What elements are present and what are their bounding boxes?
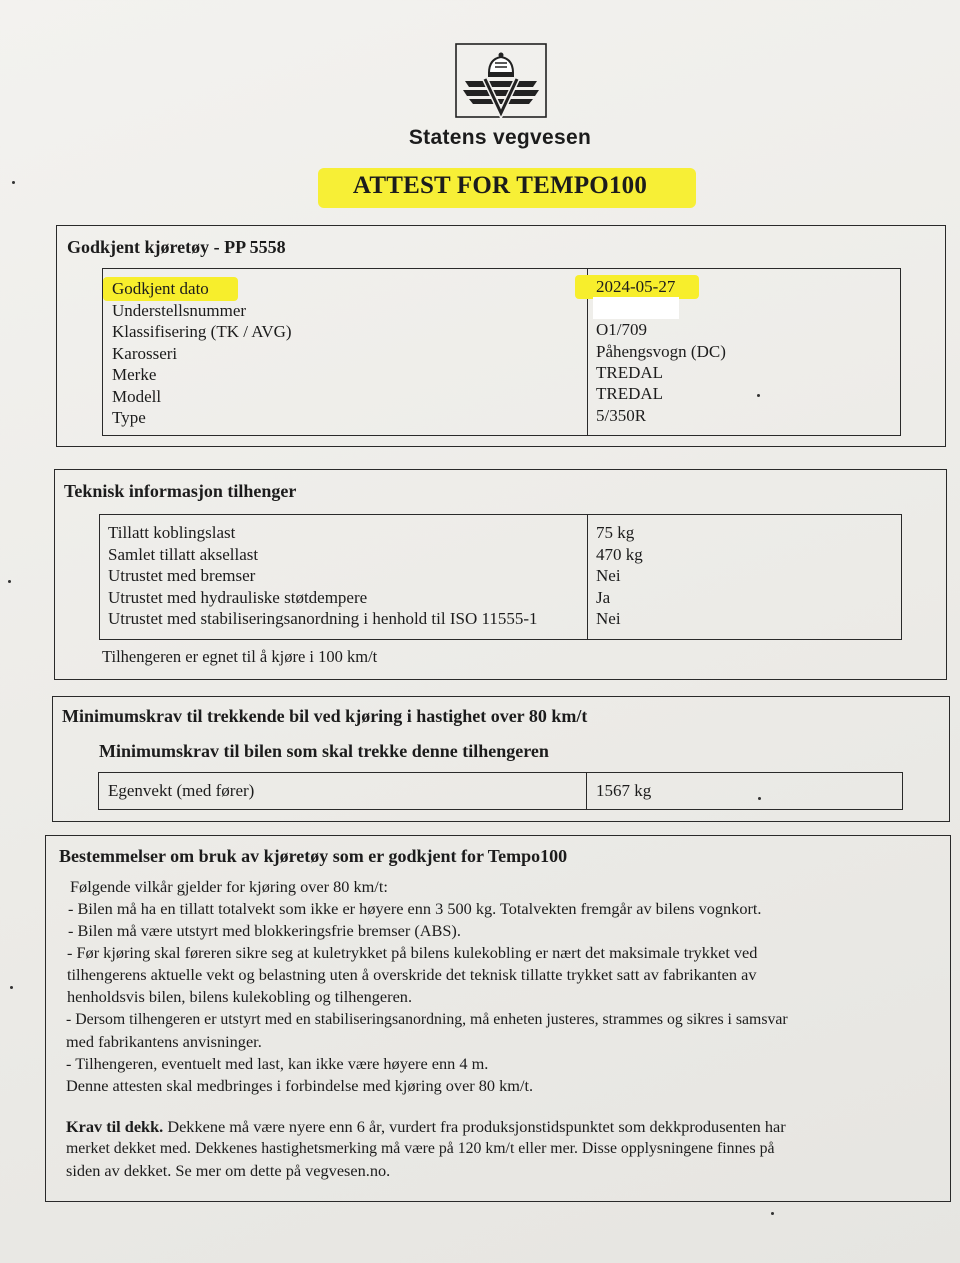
rules-line: - Bilen må ha en tillatt totalvekt som ikke er høyere enn 3 500 kg. Totalvekten fremgår av bilens vognkort. xyxy=(68,899,762,918)
vehicle-label-classification: Klassifisering (TK / AVG) xyxy=(112,322,292,341)
vehicle-label-approved-date: Godkjent dato xyxy=(112,279,209,298)
vehicle-label-chassis-number: Understellsnummer xyxy=(112,301,247,320)
minimum-value-curb-weight: 1567 kg xyxy=(596,781,652,800)
speck xyxy=(10,986,13,989)
minimum-table xyxy=(98,772,903,810)
tech-label-coupling-load: Tillatt koblingslast xyxy=(108,523,236,542)
redacted-chassis-number xyxy=(593,297,679,319)
agency-name: Statens vegvesen xyxy=(408,126,592,149)
document-title: ATTEST FOR TEMPO100 xyxy=(352,172,648,199)
rules-line: - Før kjøring skal føreren sikre seg at kuletrykket på bilens kulekobling er nært det maksimale trykket ved xyxy=(67,943,758,962)
rules-line: Denne attesten skal medbringes i forbindelse med kjøring over 80 km/t. xyxy=(66,1076,534,1095)
rules-line: - Dersom tilhengeren er utstyrt med en stabiliseringsanordning, må enheten justeres, strammes og sikres i samsvar xyxy=(66,1011,788,1028)
tech-label-shock-absorbers: Utrustet med hydrauliske støtdempere xyxy=(108,588,368,607)
speck xyxy=(757,394,760,397)
vehicle-value-body: Påhengsvogn (DC) xyxy=(596,342,726,361)
rules-line: - Bilen må være utstyrt med blokkeringsfrie bremser (ABS). xyxy=(68,921,461,940)
tyre-requirements-line: siden av dekket. Se mer om dette på vegvesen.no. xyxy=(66,1161,391,1180)
tyre-requirements-heading: Krav til dekk. xyxy=(66,1117,164,1136)
rules-section xyxy=(45,835,951,1202)
minimum-section-title: Minimumskrav til trekkende bil ved kjøring i hastighet over 80 km/t xyxy=(62,706,588,726)
vehicle-value-approved-date: 2024-05-27 xyxy=(596,277,676,296)
tyre-requirements-text: Dekkene må være nyere enn 6 år, vurdert fra produksjonstidspunktet som dekkprodusenten har xyxy=(167,1117,786,1136)
rules-line: med fabrikantens anvisninger. xyxy=(66,1032,262,1051)
tech-value-coupling-load: 75 kg xyxy=(596,523,635,542)
rules-section-title: Bestemmelser om bruk av kjøretøy som er godkjent for Tempo100 xyxy=(59,846,568,866)
speck xyxy=(771,1212,774,1215)
vehicle-section xyxy=(56,225,946,447)
vehicle-value-classification: O1/709 xyxy=(596,320,647,339)
rules-line: - Tilhengeren, eventuelt med last, kan ikke være høyere enn 4 m. xyxy=(66,1054,489,1073)
vehicle-value-make: TREDAL xyxy=(596,363,664,382)
tyre-requirements-line: merket dekket med. Dekkenes hastighetsmerking må være på 120 km/t eller mer. Disse opplysningene finnes på xyxy=(66,1140,775,1157)
tech-label-stabilizer: Utrustet med stabiliseringsanordning i henhold til ISO 11555-1 xyxy=(108,609,538,628)
tyre-requirements-line xyxy=(66,1116,786,1138)
speck xyxy=(758,797,761,800)
tech-value-shock-absorbers: Ja xyxy=(596,588,611,607)
speck xyxy=(12,181,15,184)
vehicle-label-model: Modell xyxy=(112,387,162,406)
rules-line: henholdsvis bilen, bilens kulekobling og tilhengeren. xyxy=(67,987,413,1006)
tech-value-stabilizer: Nei xyxy=(596,609,621,628)
rules-line: Følgende vilkår gjelder for kjøring over 80 km/t: xyxy=(70,877,388,896)
speck xyxy=(8,580,11,583)
minimum-section xyxy=(52,696,950,822)
vehicle-table xyxy=(102,268,901,436)
statens-vegvesen-logo xyxy=(455,43,547,118)
technical-section-title: Teknisk informasjon tilhenger xyxy=(64,481,297,501)
rules-line: tilhengerens aktuelle vekt og belastning uten å overskride det teknisk tillatte trykket satt av fabrikanten av xyxy=(67,965,757,984)
tech-label-axle-load: Samlet tillatt aksellast xyxy=(108,545,259,564)
tech-value-brakes: Nei xyxy=(596,566,621,585)
tech-label-brakes: Utrustet med bremser xyxy=(108,566,256,585)
vehicle-value-type: 5/350R xyxy=(596,406,647,425)
vehicle-value-model: TREDAL xyxy=(596,384,664,403)
vehicle-section-title: Godkjent kjøretøy - PP 5558 xyxy=(67,237,286,257)
vehicle-label-body: Karosseri xyxy=(112,344,178,363)
vehicle-label-make: Merke xyxy=(112,365,157,384)
minimum-subtitle: Minimumskrav til bilen som skal trekke denne tilhengeren xyxy=(99,741,549,761)
technical-section xyxy=(54,469,947,680)
technical-table xyxy=(99,514,902,640)
speed-suitability-note: Tilhengeren er egnet til å kjøre i 100 km/t xyxy=(102,647,378,666)
minimum-label-curb-weight: Egenvekt (med fører) xyxy=(108,781,255,800)
tech-value-axle-load: 470 kg xyxy=(596,545,643,564)
vehicle-label-type: Type xyxy=(112,408,146,427)
